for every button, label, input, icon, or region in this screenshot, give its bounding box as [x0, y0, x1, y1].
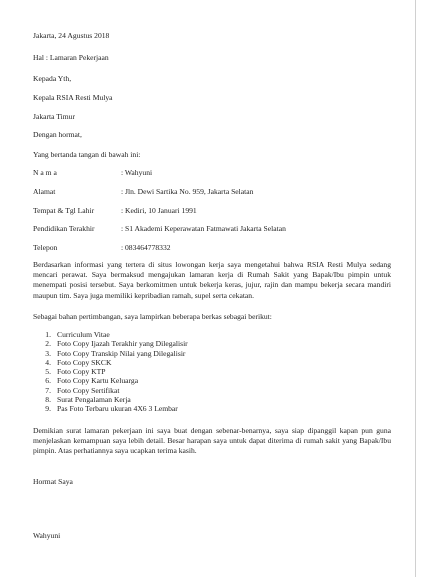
field-label: N a m a — [33, 168, 57, 177]
applicant-row-address — [33, 187, 253, 197]
list-number: 1. — [45, 330, 51, 339]
field-label: Telepon — [33, 243, 58, 252]
date-line: Jakarta, 24 Agustus 2018 — [33, 31, 110, 40]
list-item — [33, 404, 188, 413]
recipient-city: Jakarta Timur — [33, 112, 75, 121]
list-number: 9. — [45, 404, 51, 414]
list-item — [33, 395, 188, 404]
list-text: Foto Copy Kartu Keluarga — [57, 376, 139, 386]
list-number: 6. — [45, 376, 51, 386]
field-value: : Wahyuni — [121, 168, 153, 177]
field-value: : Jln. Dewi Sartika No. 959, Jakarta Selatan — [121, 187, 254, 196]
list-text: Foto Copy SKCK — [57, 357, 112, 367]
applicant-row-education — [33, 224, 286, 234]
list-item — [33, 349, 188, 358]
signature-name: Wahyuni — [33, 531, 61, 540]
recipient-name: Kepala RSIA Resti Mulya — [33, 93, 113, 102]
list-number: 3. — [45, 348, 51, 358]
list-number: 5. — [45, 367, 51, 377]
list-text: Surat Pengalaman Kerja — [57, 395, 131, 405]
list-text: Foto Copy KTP — [57, 367, 106, 377]
list-number: 4. — [45, 357, 51, 367]
list-number: 2. — [45, 339, 51, 349]
subject-line: Hal : Lamaran Pekerjaan — [33, 53, 109, 62]
list-number: 7. — [45, 385, 51, 395]
intro-line: Yang bertanda tangan di bawah ini: — [33, 150, 141, 159]
attachments-intro: Sebagai bahan pertimbangan, saya lampirkan beberapa berkas sebagai berikut: — [33, 312, 272, 321]
closing-line: Hormat Saya — [33, 477, 73, 486]
field-value: : S1 Akademi Keperawatan Fatmawati Jakarta Selatan — [121, 224, 286, 233]
list-item — [33, 386, 188, 395]
field-value: : 083464778332 — [121, 243, 171, 252]
list-item — [33, 339, 188, 348]
list-item — [33, 376, 188, 385]
page-edge — [415, 0, 416, 577]
list-text: Foto Copy Ijazah Terakhir yang Dilegalisir — [57, 339, 188, 349]
list-number: 8. — [45, 395, 51, 405]
field-label: Alamat — [33, 187, 56, 196]
list-text: Curriculum Vitae — [57, 330, 110, 339]
recipient-to: Kepada Yth, — [33, 74, 72, 83]
list-text: Foto Copy Transkip Nilai yang Dilegalisir — [57, 348, 186, 358]
applicant-row-birth — [33, 206, 197, 216]
applicant-row-name — [33, 168, 152, 178]
field-label: Pendidikan Terakhir — [33, 224, 95, 233]
field-label: Tempat & Tgl Lahir — [33, 206, 95, 215]
closing-paragraph: Demikian surat lamaran pekerjaan ini saya buat dengan sebenar-benarnya, saya siap dipanggil kapan pun guna menjelaskan kemampuan saya lebih detail. Besar harapan saya untuk dapat diterima di rumah sakit yang Bapak/Ibu pimpin. Atas perhatiannya saya ucapkan terima kasih. — [33, 426, 391, 456]
applicant-row-phone — [33, 243, 171, 253]
salutation: Dengan hormat, — [33, 130, 82, 139]
body-paragraph: Berdasarkan informasi yang tertera di situs lowongan kerja saya mengetahui bahwa RSIA Resti Mulya sedang mencari perawat. Saya bermaksud mengajukan lamaran kerja di Rumah Sakit yang Bapak/Ibu pimpin untuk menempati posisi tersebut. Saya berkomitmen untuk bekerja keras, jujur, rajin dan mampu bekerja secara mandiri maupun tim. Saya juga memiliki kepribadian ramah, supel serta cekatan. — [33, 260, 391, 300]
list-item — [33, 367, 188, 376]
list-item — [33, 358, 188, 367]
field-value: : Kediri, 10 Januari 1991 — [121, 206, 197, 215]
list-text: Foto Copy Sertifikat — [57, 385, 120, 395]
list-item — [33, 330, 188, 339]
list-text: Pas Foto Terbaru ukuran 4X6 3 Lembar — [57, 404, 178, 414]
attachment-list — [33, 330, 188, 414]
